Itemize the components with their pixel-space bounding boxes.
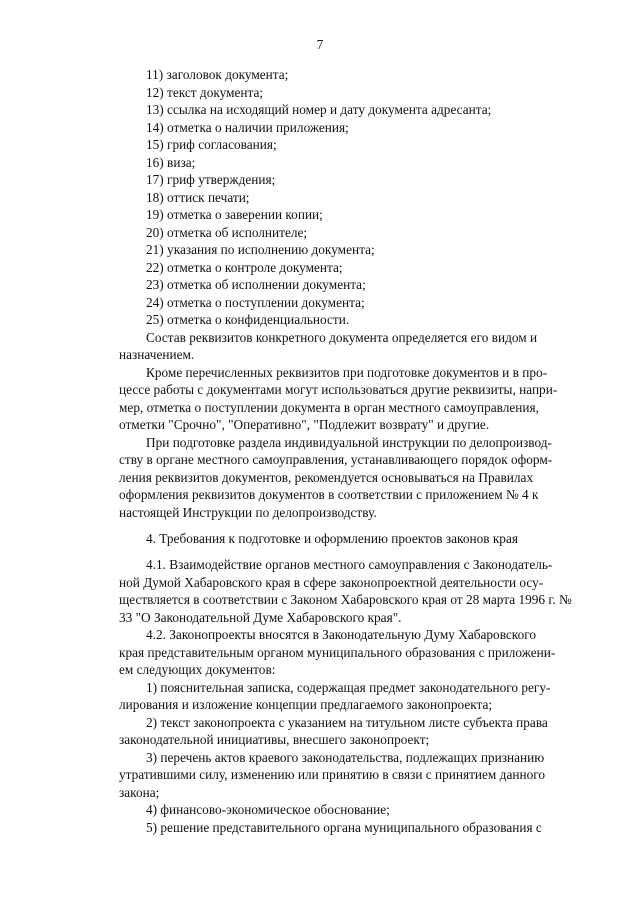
enumerated-item: 3) перечень актов краевого законодательства, подлежащих признанию — [146, 749, 545, 765]
list-item: 23) отметка об исполнении документа; — [146, 277, 366, 292]
paragraph-line: назначением. — [119, 347, 195, 362]
list-item: 16) виза; — [146, 154, 196, 170]
paragraph-line: настоящей Инструкции по делопроизводству. — [119, 504, 377, 520]
enumerated-item: утратившими силу, изменению или принятию в связи с принятием данного — [119, 767, 545, 782]
list-item: 22) отметка о контроле документа; — [146, 259, 343, 275]
list-item: 20) отметка об исполнителе; — [146, 224, 308, 240]
paragraph-line: ществляется в соответствии с Законом Хабаровского края от 28 марта 1996 г. № — [119, 592, 572, 607]
list-item: 17) гриф утверждения; — [146, 172, 276, 187]
list-item: 21) указания по исполнению документа; — [146, 242, 375, 257]
paragraph-line: оформления реквизитов документов в соответствии с приложением № 4 к — [119, 487, 539, 502]
paragraph-line: Состав реквизитов конкретного документа определяется его видом и — [146, 329, 538, 345]
paragraph-line: цессе работы с документами могут использоваться другие реквизиты, напри- — [119, 382, 558, 397]
list-item: 11) заголовок документа; — [146, 67, 289, 82]
paragraph-line: ной Думой Хабаровского края в сфере законопроектной деятельности осу- — [119, 574, 544, 590]
enumerated-item: 5) решение представительного органа муниципального образования с — [146, 819, 542, 835]
enumerated-item: лирования и изложение концепции предлагаемого законопроекта; — [119, 697, 493, 712]
paragraph-line: При подготовке раздела индивидуальной инструкции по делопроизвод- — [146, 434, 552, 450]
enumerated-item: законодательной инициативы, внесшего законопроект; — [119, 732, 430, 747]
enumerated-item: 4) финансово-экономическое обоснование; — [146, 802, 390, 817]
enumerated-item: 2) текст законопроекта с указанием на титульном листе субъекта права — [146, 714, 548, 730]
list-item: 18) оттиск печати; — [146, 189, 250, 205]
paragraph-line: отметки "Срочно", "Оперативно", "Подлежит возврату" и другие. — [119, 417, 490, 432]
paragraph-line: ем следующих документов: — [119, 662, 276, 677]
paragraph-line: ству в органе местного самоуправления, устанавливающего порядок оформ- — [119, 452, 553, 467]
paragraph-line: ления реквизитов документов, рекомендуется основываться на Правилах — [119, 469, 534, 485]
list-item: 19) отметка о заверении копии; — [146, 207, 323, 222]
page-number: 7 — [316, 37, 324, 52]
paragraph-line: мер, отметка о поступлении документа в орган местного самоуправления, — [119, 399, 539, 415]
list-item: 25) отметка о конфиденциальности. — [146, 312, 350, 327]
paragraph-line: Кроме перечисленных реквизитов при подготовке документов и в про- — [146, 364, 548, 380]
enumerated-item: 1) пояснительная записка, содержащая предмет законодательного регу- — [146, 679, 551, 695]
paragraph-line: 33 "О Законодательной Думе Хабаровского края". — [119, 609, 402, 625]
list-item: 13) ссылка на исходящий номер и дату документа адресанта; — [146, 102, 492, 117]
list-item: 24) отметка о поступлении документа; — [146, 294, 365, 310]
paragraph-line: 4.1. Взаимодействие органов местного самоуправления с Законодатель- — [146, 557, 553, 572]
paragraph-line: края представительным органом муниципального образования с приложени- — [119, 644, 556, 660]
enumerated-item: закона; — [119, 784, 160, 800]
paragraph-line: 4.2. Законопроекты вносятся в Законодательную Думу Хабаровского — [146, 627, 537, 642]
list-item: 14) отметка о наличии приложения; — [146, 119, 349, 135]
list-item: 12) текст документа; — [146, 84, 264, 100]
section-heading: 4. Требования к подготовке и оформлению проектов законов края — [146, 531, 518, 546]
list-item: 15) гриф согласования; — [146, 137, 277, 152]
